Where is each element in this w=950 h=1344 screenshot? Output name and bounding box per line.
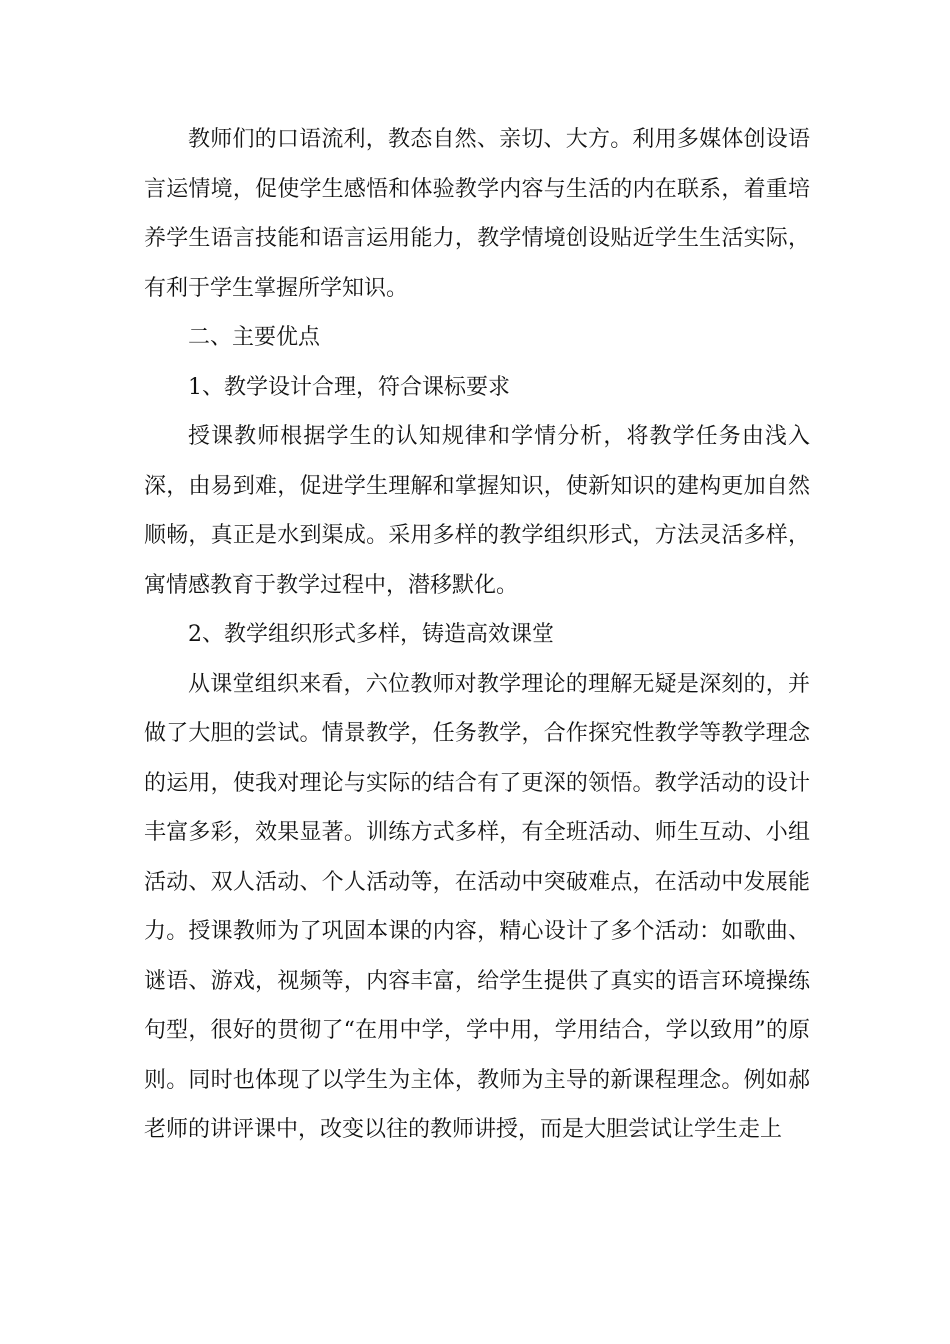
paragraph-organization-forms: 从课堂组织来看，六位教师对教学理论的理解无疑是深刻的，并做了大胆的尝试。情景教学，任务教学，合作探究性教学等教学理念的运用，使我对理论与实际的结合有了更深的领悟。教学活动的设计丰富多彩，效果显著。训练方式多样，有全班活动、师生互动、小组活动、双人活动、个人活动等，在活动中突破难点，在活动中发展能力。授课教师为了巩固本课的内容，精心设计了多个活动：如歌曲、谜语、游戏，视频等，内容丰富，给学生提供了真实的语言环境操练句型，很好的贯彻了“在用中学，学中用，学用结合，学以致用”的原则。同时也体现了以学生为主体，教师为主导的新课程理念。例如郝老师的讲评课中，改变以往的教师讲授，而是大胆尝试让学生走上 <box>144 671 810 1142</box>
subheading-organization-forms: 2、教学组织形式多样，铸造高效课堂 <box>188 622 554 647</box>
paragraph-teaching-design: 授课教师根据学生的认知规律和学情分析，将教学任务由浅入深，由易到难，促进学生理解和掌握知识，使新知识的建构更加自然顺畅，真正是水到渠成。采用多样的教学组织形式，方法灵活多样，寓情感教育于教学过程中，潜移默化。 <box>144 424 810 598</box>
subheading-teaching-design: 1、教学设计合理，符合课标要求 <box>188 374 510 400</box>
paragraph-intro: 教师们的口语流利，教态自然、亲切、大方。利用多媒体创设语言运情境，促使学生感悟和体验教学内容与生活的内在联系，着重培养学生语言技能和语言运用能力，教学情境创设贴近学生生活实际，有利于学生掌握所学知识。 <box>144 127 810 301</box>
document-body <box>144 115 810 1155</box>
section-heading-main-strengths: 二、主要优点 <box>188 325 321 350</box>
